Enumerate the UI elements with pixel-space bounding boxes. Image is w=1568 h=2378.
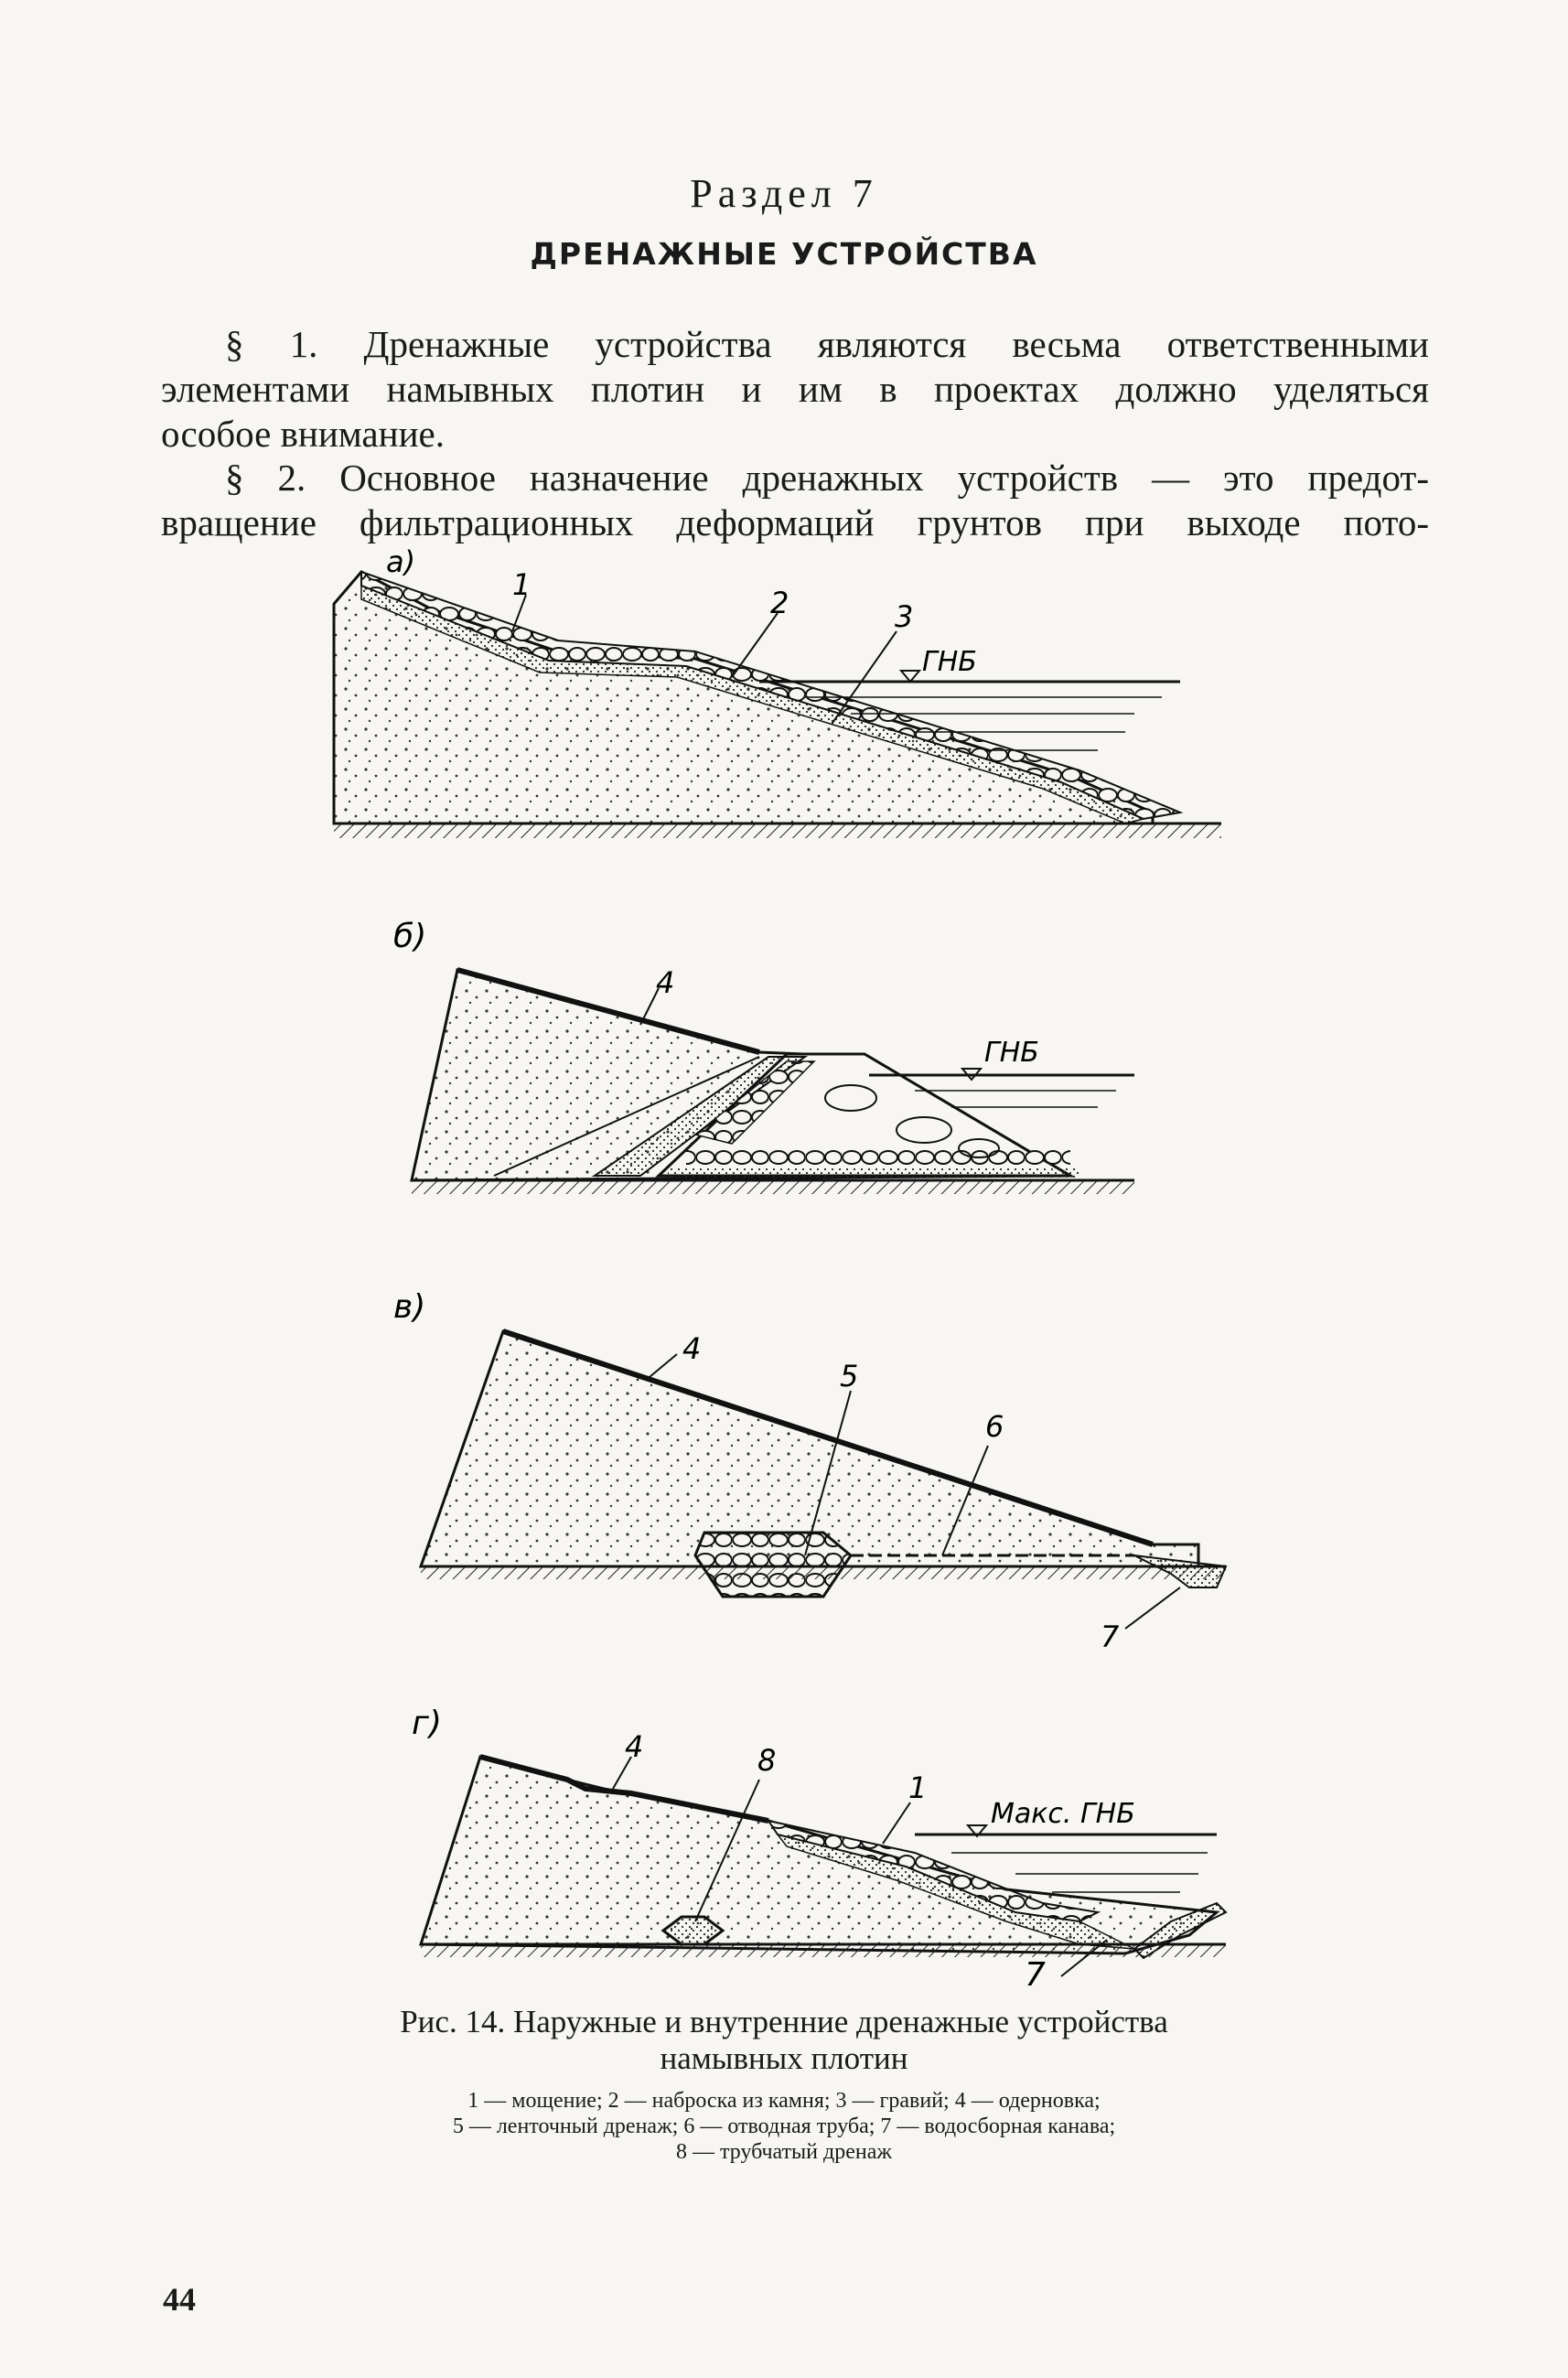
page-number: 44 bbox=[163, 2281, 196, 2318]
panel-a-number-1: 1 bbox=[512, 567, 532, 602]
panel-g bbox=[421, 1757, 1226, 1976]
figure-caption-line: Рис. 14. Наружные и внутренние дренажные устройства bbox=[400, 2004, 1168, 2039]
panel-v-number-7: 7 bbox=[1101, 1619, 1120, 1654]
panel-b-water-level: ГНБ bbox=[984, 1037, 1039, 1069]
paragraph-2-line: вращение фильтрационных деформаций грунтов при выходе пото- bbox=[161, 501, 1429, 543]
panel-v-number-4: 4 bbox=[682, 1331, 702, 1366]
panel-v bbox=[421, 1331, 1226, 1629]
paragraph-2-line: § 2. Основное назначение дренажных устройств — это предот- bbox=[225, 457, 1429, 499]
panel-b-label: б) bbox=[393, 918, 427, 955]
figure-legend-line: 5 — ленточный дренаж; 6 — отводная труба; 7 — водосборная канава; bbox=[452, 2114, 1116, 2138]
panel-a-water-level: ГНБ bbox=[922, 646, 977, 678]
panel-v-number-5: 5 bbox=[840, 1359, 859, 1393]
section-title: Раздел 7 bbox=[690, 171, 878, 216]
panel-a-number-2: 2 bbox=[770, 586, 789, 620]
figure-legend-line: 1 — мощение; 2 — наброска из камня; 3 — гравий; 4 — одерновка; bbox=[467, 2089, 1101, 2113]
panel-g-label: г) bbox=[412, 1705, 442, 1742]
figure-legend bbox=[0, 2088, 1568, 2165]
panel-a-label: а) bbox=[386, 544, 416, 579]
figure-caption-line: намывных плотин bbox=[660, 2040, 908, 2076]
panel-g-number-7: 7 bbox=[1025, 1956, 1046, 1994]
panel-g-number-1: 1 bbox=[908, 1770, 928, 1805]
panel-g-number-4: 4 bbox=[625, 1729, 644, 1764]
panel-b-number-4: 4 bbox=[656, 965, 675, 1000]
panel-v-label: в) bbox=[393, 1288, 426, 1326]
panel-g-number-8: 8 bbox=[757, 1743, 777, 1778]
section-heading: ДРЕНАЖНЫЕ УСТРОЙСТВА bbox=[530, 236, 1038, 272]
figure-caption bbox=[0, 2004, 1568, 2077]
paragraph-1-line: особое внимание. bbox=[161, 413, 445, 455]
figure-legend-line: 8 — трубчатый дренаж bbox=[676, 2140, 892, 2164]
panel-b bbox=[412, 970, 1134, 1194]
paragraph-1-line: элементами намывных плотин и им в проектах должно уделяться bbox=[161, 368, 1429, 410]
panel-g-water-level: Макс. ГНБ bbox=[991, 1798, 1135, 1830]
paragraph-1-line: § 1. Дренажные устройства являются весьма ответственными bbox=[225, 323, 1429, 365]
panel-v-number-6: 6 bbox=[985, 1409, 1004, 1444]
panel-a-number-3: 3 bbox=[895, 599, 914, 634]
